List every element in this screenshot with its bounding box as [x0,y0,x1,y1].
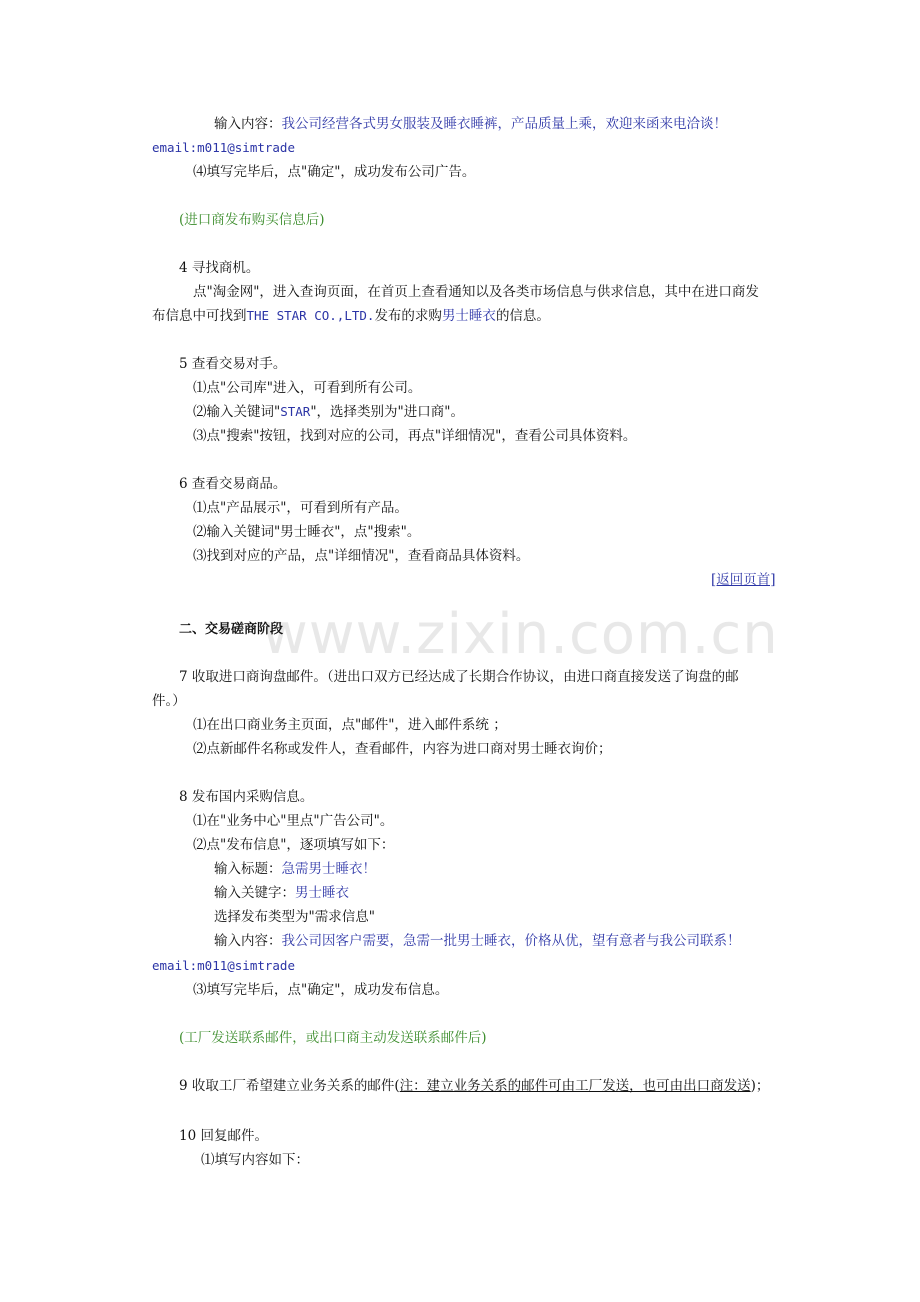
text: 的信息。 [495,308,550,324]
field-value: 急需男士睡衣！ [281,861,376,877]
section-heading: 10 回复邮件。 [179,1128,268,1144]
back-to-top-link[interactable]: [返回页首] [711,572,776,588]
field-label: 输入关键字： [214,885,295,901]
keyword: STAR [280,404,311,419]
step-line: ⑴填写内容如下： [201,1152,309,1168]
text: ⑵输入关键词" [193,404,281,420]
email-line: email:m011@simtrade [152,140,295,155]
company-name: THE STAR CO.,LTD. [246,308,375,323]
section-heading: 7 收取进口商询盘邮件。（进出口双方已经达成了长期合作协议，由进口商直接发送了询盘的邮 [179,669,739,685]
step-line: ⑴点"产品展示"，可看到所有产品。 [193,500,408,516]
step-line: ⑵点"发布信息"，逐项填写如下： [193,837,395,853]
step-line: ⑶填写完毕后，点"确定"，成功发布信息。 [193,982,449,998]
field-label: 输入标题： [214,861,282,877]
field-line [214,860,376,878]
stage-note: (进口商发布购买信息后) [179,212,325,228]
step-line: ⑶找到对应的产品，点"详细情况"，查看商品具体资料。 [193,548,530,564]
underlined-note: 注：建立业务关系的邮件可由工厂发送，也可由出口商发送 [399,1078,751,1094]
field-value: 我公司因客户需要，急需一批男士睡衣，价格从优，望有意者与我公司联系！ [281,933,741,949]
step-line: ⑴点"公司库"进入，可看到所有公司。 [193,380,422,396]
text: 9 收取工厂希望建立业务关系的邮件( [179,1078,400,1094]
section-heading: 5 查看交易对手。 [179,356,287,372]
step-line: ⑴在"业务中心"里点"广告公司"。 [193,813,394,829]
text: "，选择类别为"进口商"。 [310,404,464,420]
section-heading: 6 查看交易商品。 [179,476,287,492]
watermark: www.zixin.com.cn [262,602,779,667]
field-label: 输入内容： [214,116,282,132]
section-heading: 8 发布国内采购信息。 [179,789,314,805]
paragraph-line: 点"淘金网"，进入查询页面，在首页上查看通知以及各类市场信息与供求信息，其中在进口商发 [193,284,759,300]
step-line: ⑷填写完毕后，点"确定"，成功发布公司广告。 [193,164,476,180]
section-heading [179,1077,769,1095]
step-line: ⑶点"搜索"按钮，找到对应的公司，再点"详细情况"，查看公司具体资料。 [193,428,637,444]
content-line [214,115,727,133]
text: 布信息中可找到 [152,308,247,324]
paragraph-line [152,307,550,325]
step-line: ⑴在出口商业务主页面，点"邮件"，进入邮件系统 ； [193,717,507,733]
field-label: 输入内容： [214,933,282,949]
field-value: 我公司经营各式男女服装及睡衣睡裤，产品质量上乘，欢迎来函来电洽谈！ [281,116,727,132]
paragraph-line: 件。） [152,693,186,709]
step-line [193,403,464,421]
text: 发布的求购 [374,308,442,324]
field-value: 男士睡衣 [295,885,349,901]
text: )； [750,1078,770,1094]
email-line: email:m011@simtrade [152,958,295,973]
chapter-title: 二、交易磋商阶段 [179,622,284,637]
step-line: ⑵点新邮件名称或发件人，查看邮件，内容为进口商对男士睡衣询价； [193,741,612,757]
stage-note: (工厂发送联系邮件，或出口商主动发送联系邮件后) [179,1030,487,1046]
product-name: 男士睡衣 [441,308,496,324]
field-line: 选择发布类型为"需求信息" [214,909,375,925]
section-heading: 4 寻找商机。 [179,260,260,276]
field-line [214,932,741,950]
step-line: ⑵输入关键词"男士睡衣"，点"搜索"。 [193,524,421,540]
field-line [214,884,349,902]
